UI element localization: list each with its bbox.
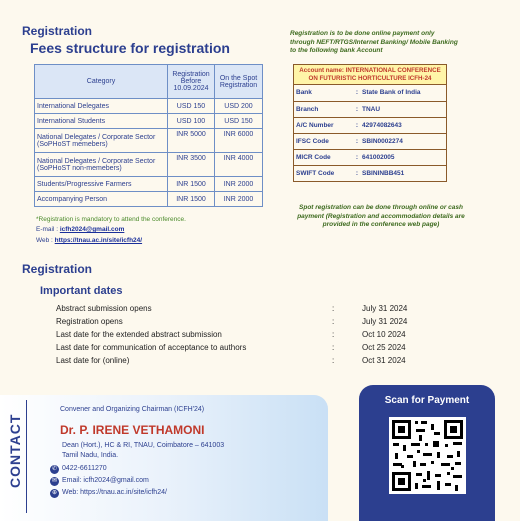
bank-row [294, 85, 446, 101]
date-value: Oct 10 2024 [362, 330, 406, 339]
fees-row [35, 192, 263, 207]
account-name: Account name: INTERNATIONAL CONFERENCE ON FUTURISTIC HORTICULTURE ICFH-24 [294, 65, 446, 85]
address-line-1: Dean (Hort.), HC & RI, TNAU, Coimbatore – 641003 [62, 442, 225, 449]
bank-value: 641002005 [360, 149, 446, 165]
email-link[interactable]: icfh2024@gmail.com [59, 226, 125, 233]
bank-separator: : [354, 85, 360, 101]
fees-structure-heading: Fees structure for registration [30, 40, 230, 56]
web-icon: ⊕ [51, 490, 58, 496]
contact-divider [26, 400, 27, 513]
date-label: Last date for the extended abstract submission [56, 330, 222, 339]
bank-separator: : [354, 101, 360, 117]
date-colon: : [332, 304, 335, 313]
fees-before: INR 1500 [168, 177, 215, 192]
date-label: Registration opens [56, 317, 123, 326]
bank-key: Branch [294, 101, 354, 117]
date-label: Last date for communication of acceptance to authors [56, 343, 247, 352]
bank-key: Bank [294, 85, 354, 101]
bank-value: TNAU [360, 101, 446, 117]
contact-email[interactable]: Email: icfh2024@gmail.com [62, 477, 149, 484]
fees-spot: INR 6000 [215, 129, 263, 153]
important-dates-heading: Important dates [40, 285, 123, 297]
fees-spot: INR 2000 [215, 177, 263, 192]
bank-key: A/C Number [294, 117, 354, 133]
bank-value: SBININBB451 [362, 169, 405, 177]
address-line-2: Tamil Nadu, India. [62, 452, 119, 459]
fees-table [34, 64, 263, 207]
date-label: Abstract submission opens [56, 304, 152, 313]
contact-card [0, 395, 328, 521]
bank-separator: : [354, 133, 360, 149]
fees-before: USD 100 [168, 114, 215, 129]
phone-icon: ✆ [51, 466, 58, 472]
scan-title: Scan for Payment [384, 395, 470, 406]
bank-row [294, 133, 446, 149]
fees-row [35, 129, 263, 153]
contact-vertical-label: CONTACT [7, 413, 23, 488]
bank-row [294, 149, 446, 165]
qr-code-graphic [389, 417, 466, 494]
fees-before: INR 5000 [168, 129, 215, 153]
email-line [36, 226, 124, 233]
web-line [36, 237, 142, 244]
email-label: E-mail : [36, 226, 60, 233]
date-colon: : [332, 317, 335, 326]
date-value: Oct 31 2024 [362, 356, 406, 365]
date-row [56, 356, 456, 368]
fees-before: USD 150 [168, 99, 215, 114]
bank-row [294, 101, 446, 117]
fees-category: International Students [35, 114, 168, 129]
mandatory-note: *Registration is mandatory to attend the conference. [36, 216, 186, 223]
payment-note: Registration is to be done online payment only through NEFT/RTGS/Internet Banking/ Mobile Banking to the following bank Account [290, 30, 458, 54]
fees-before: INR 3500 [168, 153, 215, 177]
contact-web[interactable]: Web: https://tnau.ac.in/site/icfh24/ [62, 489, 167, 496]
date-label: Last date for (online) [56, 356, 130, 365]
qr-code-icon[interactable] [389, 417, 466, 494]
fees-header-before: Registration Before 10.09.2024 [168, 65, 215, 99]
contact-phone[interactable]: 0422-6611270 [62, 465, 107, 472]
date-value: July 31 2024 [362, 317, 408, 326]
fees-header-spot: On the Spot Registration [215, 65, 263, 99]
date-value: Oct 25 2024 [362, 343, 406, 352]
date-colon: : [332, 356, 335, 365]
registration-heading-2: Registration [22, 262, 93, 276]
date-value: July 31 2024 [362, 304, 408, 313]
fees-spot: USD 200 [215, 99, 263, 114]
bank-key: IFSC Code [294, 133, 354, 149]
fees-category: Accompanying Person [35, 192, 168, 207]
fees-row [35, 153, 263, 177]
bank-row [294, 165, 446, 181]
bank-value: 42974082643 [360, 117, 446, 133]
fees-category: National Delegates / Corporate Sector (SoPHoST memebers) [35, 129, 168, 153]
fees-row [35, 114, 263, 129]
bank-key: SWIFT Code [296, 169, 335, 177]
bank-separator: : [355, 169, 359, 177]
bank-separator: : [354, 117, 360, 133]
fees-spot: USD 150 [215, 114, 263, 129]
web-link[interactable]: https://tnau.ac.in/site/icfh24/ [54, 237, 143, 244]
bank-key: MICR Code [294, 149, 354, 165]
fees-row [35, 99, 263, 114]
fees-spot: INR 4000 [215, 153, 263, 177]
date-colon: : [332, 330, 335, 339]
date-row [56, 317, 456, 329]
registration-heading: Registration [22, 24, 93, 38]
convener-name: Dr. P. IRENE VETHAMONI [60, 423, 205, 437]
fees-spot: INR 2000 [215, 192, 263, 207]
bank-row [294, 117, 446, 133]
fees-category: National Delegates / Corporate Sector (SoPHoST non-memebers) [35, 153, 168, 177]
bank-table [294, 85, 446, 181]
fees-header-category: Category [35, 65, 168, 99]
email-icon: ✉ [51, 478, 58, 484]
date-row [56, 330, 456, 342]
date-colon: : [332, 343, 335, 352]
spot-registration-note: Spot registration can be done through online or cash payment (Registration and accommodation details are provided in the conference web page) [297, 204, 465, 228]
bank-details-box [293, 64, 447, 182]
web-label: Web : [36, 237, 55, 244]
date-row [56, 343, 456, 355]
fees-category: Students/Progressive Farmers [35, 177, 168, 192]
fees-category: International Delegates [35, 99, 168, 114]
fees-row [35, 177, 263, 192]
date-row [56, 304, 456, 316]
fees-before: INR 1500 [168, 192, 215, 207]
bank-value: SBIN0002274 [360, 133, 446, 149]
bank-value: State Bank of India [360, 85, 446, 101]
bank-separator: : [354, 149, 360, 165]
convener-role: Convener and Organizing Chairman (ICFH'24) [60, 406, 205, 413]
